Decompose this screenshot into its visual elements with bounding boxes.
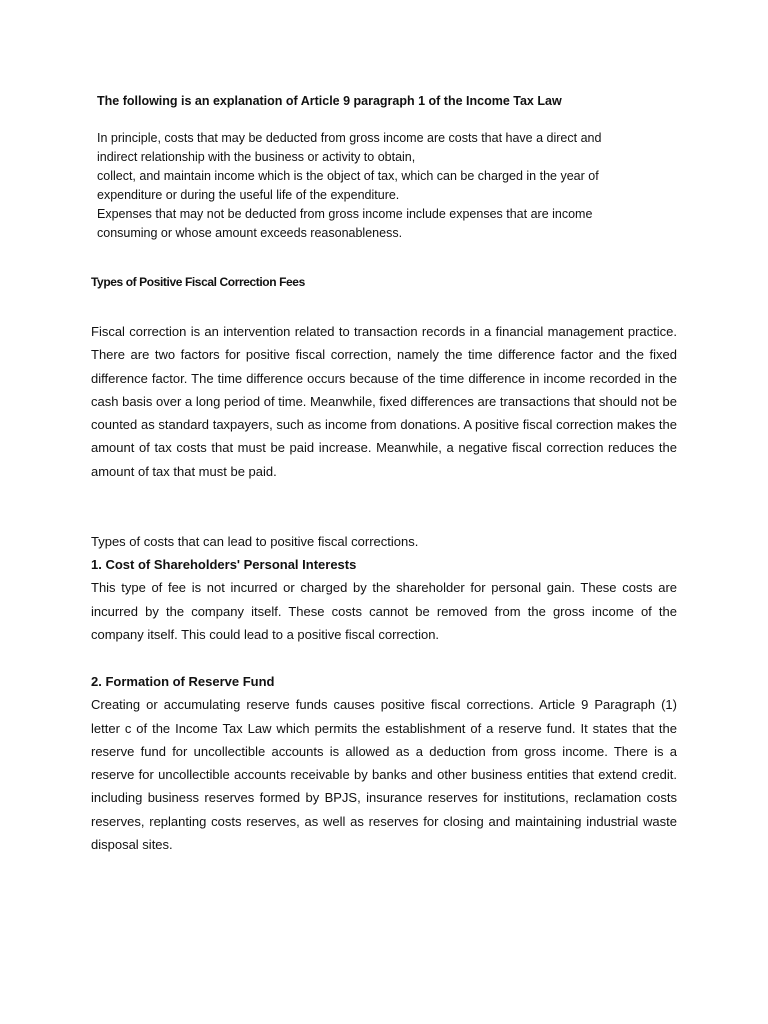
item-heading: 2. Formation of Reserve Fund bbox=[91, 674, 275, 689]
intro-line: expenditure or during the useful life of the expenditure. bbox=[97, 188, 400, 202]
intro-line: indirect relationship with the business or activity to obtain, bbox=[97, 150, 416, 164]
item-heading: 1. Cost of Shareholders' Personal Interests bbox=[91, 557, 357, 572]
fiscal-correction-paragraph: Fiscal correction is an intervention related to transaction records in a financial management practice. There are two factors for positive fiscal correction, namely the time difference factor and the fixed difference factor. The time difference occurs because of the time difference in income recorded in the cash basis over a long period of time. Meanwhile, fixed differences are transactions that should not be counted as standard taxpayers, such as income from donations. A positive fiscal correction makes the amount of tax costs that must be paid increase. Meanwhile, a negative fiscal correction reduces the amount of tax that must be paid. bbox=[91, 324, 677, 479]
intro-block bbox=[97, 92, 657, 243]
intro-line: In principle, costs that may be deducted from gross income are costs that have a direct and bbox=[97, 131, 602, 145]
item-text: Creating or accumulating reserve funds causes positive fiscal corrections. Article 9 Paragraph (1) letter c of the Income Tax Law which permits the establishment of a reserve fund. It states that the reserve fund for uncollectible accounts is allowed as a deduction from gross income. There is a reserve for uncollectible accounts receivable by banks and other business entities that extend credit. including business reserves formed by BPJS, insurance reserves for institutions, reclamation costs reserves, replanting costs reserves, as well as reserves for closing and maintaining industrial waste disposal sites. bbox=[91, 697, 677, 853]
intro-line: collect, and maintain income which is the object of tax, which can be charged in the year of bbox=[97, 169, 599, 183]
item-shareholders-interests bbox=[91, 553, 677, 646]
section-heading: Types of Positive Fiscal Correction Fees bbox=[91, 275, 305, 289]
item-text: This type of fee is not incurred or charged by the shareholder for personal gain. These costs are incurred by the company itself. These costs cannot be removed from the gross income of the company itself. This could lead to a positive fiscal correction. bbox=[91, 580, 677, 642]
intro-line: Expenses that may not be deducted from gross income include expenses that are income bbox=[97, 207, 593, 221]
item-reserve-fund bbox=[91, 670, 677, 856]
intro-line: consuming or whose amount exceeds reasonableness. bbox=[97, 226, 403, 240]
intro-title: The following is an explanation of Article 9 paragraph 1 of the Income Tax Law bbox=[97, 94, 562, 108]
types-intro: Types of costs that can lead to positive fiscal corrections. bbox=[91, 534, 419, 549]
